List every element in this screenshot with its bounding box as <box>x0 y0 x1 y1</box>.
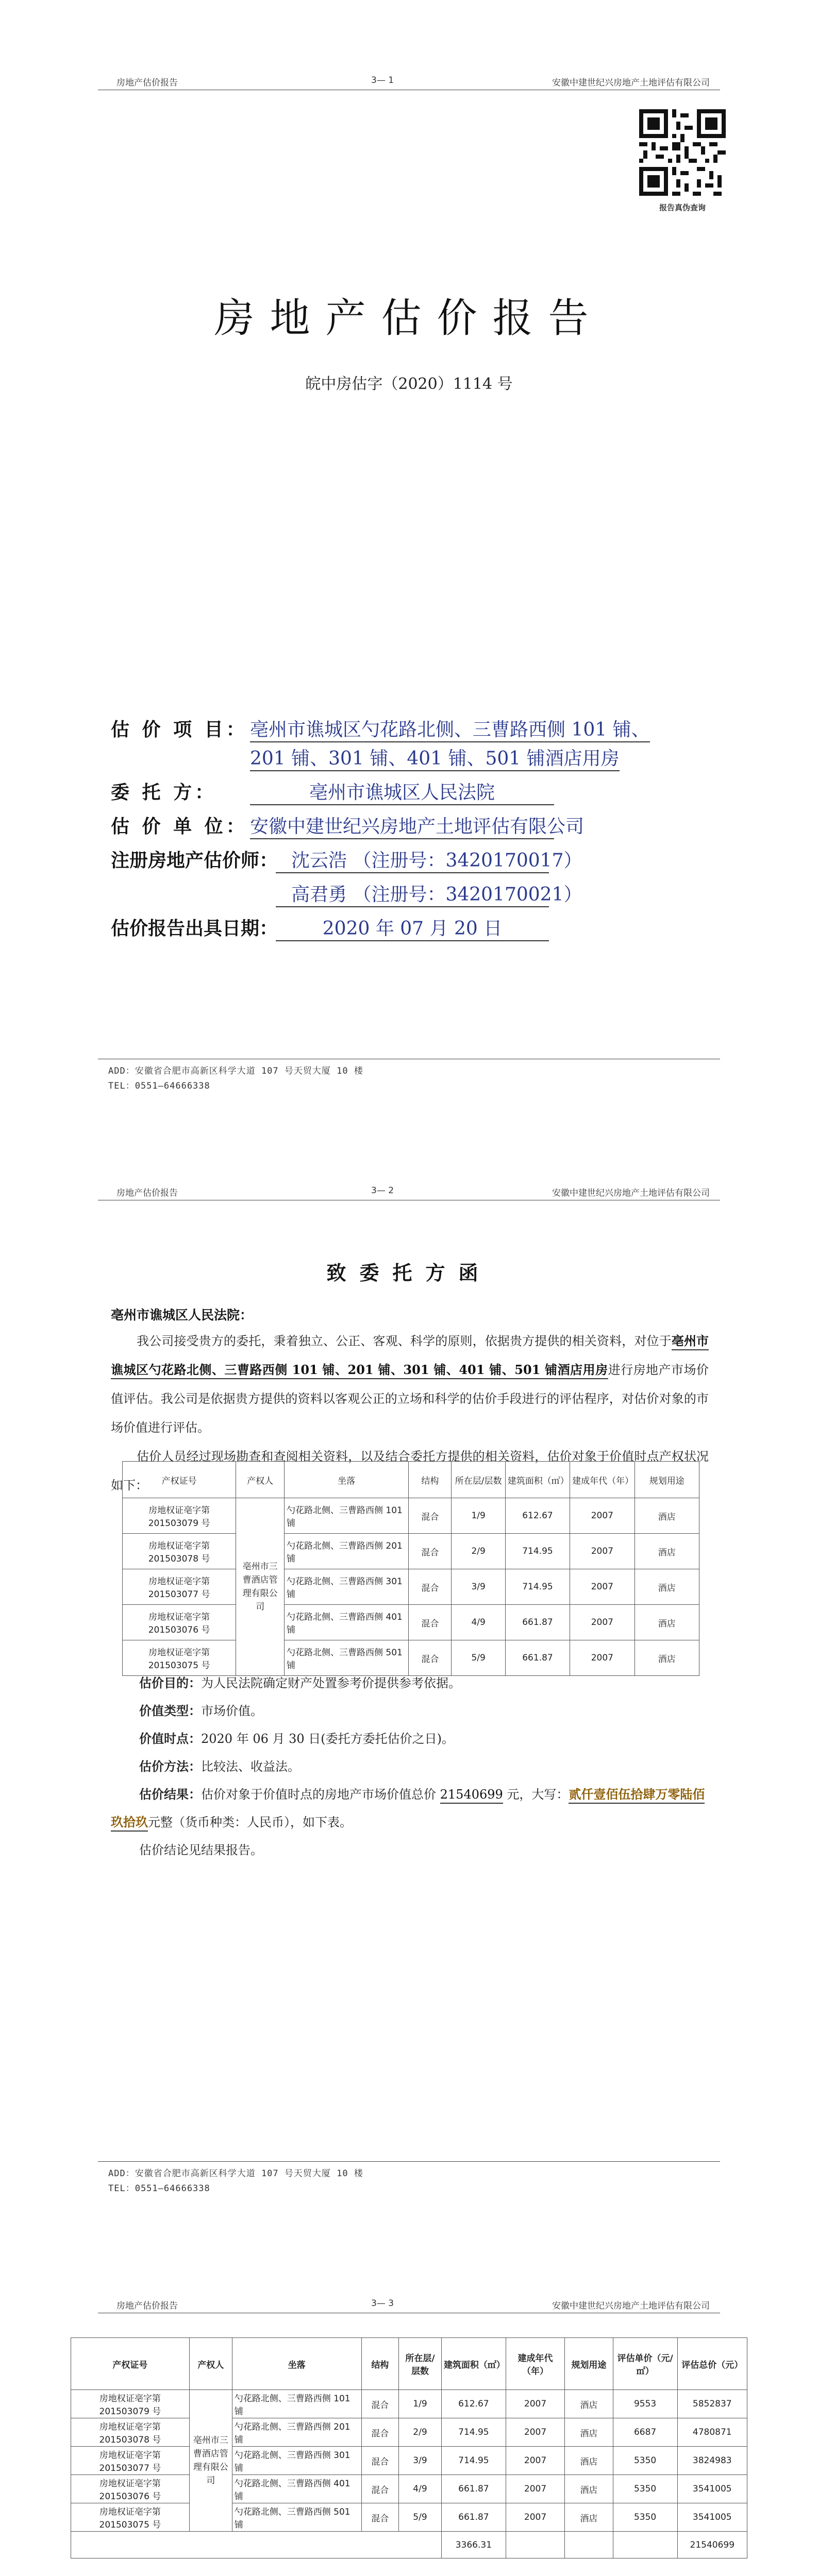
footer-address: ADD：安徽省合肥市高新区科学大道 107 号天贸大厦 10 楼 <box>108 2168 363 2179</box>
col-use: 规划用途 <box>635 1462 699 1498</box>
property-location: 亳州市谯城区勺花路北侧、三曹路西侧 101 铺、201 铺、301 铺、401 铺、501 铺酒店用房 <box>111 1333 709 1379</box>
purpose-line: 估价目的：为人民法院确定财产处置参考价提供参考依据。 <box>139 1675 461 1690</box>
col-year: 建成年代（年） <box>570 1462 635 1498</box>
letter-para-2: 估价人员经过现场勘查和查阅相关资料，以及结合委托方提供的相关资料，估价对象于价值时点产权状况如下： <box>111 1449 709 1493</box>
report-date: 2020 年 07 月 20 日 <box>276 914 549 941</box>
table-row: 房地权证亳字第 201503076 号 勺花路北侧、三曹路西侧 401 铺 混合 4/9 661.87 2007 酒店 <box>123 1605 699 1640</box>
col-year: 建成年代（年） <box>506 2338 564 2390</box>
col-total-price: 评估总价（元） <box>677 2338 747 2390</box>
page-header <box>98 72 720 90</box>
col-structure: 结构 <box>409 1462 452 1498</box>
table-row: 房地权证亳字第 201503077 号 勺花路北侧、三曹路西侧 301 铺 混合 3/9 714.95 2007 酒店 <box>123 1569 699 1605</box>
client-label: 委 托 方： <box>111 782 217 803</box>
table-row: 房地权证亳字第 201503075 号 勺花路北侧、三曹路西侧 501 铺 混合 5/9 661.87 2007 酒店 5350 3541005 <box>71 2503 747 2532</box>
method-line: 估价方法：比较法、收益法。 <box>139 1759 300 1774</box>
page-header <box>98 1182 720 1200</box>
document-number: 皖中房估字（2020）1114 号 <box>305 375 513 393</box>
cover-page <box>0 0 818 1110</box>
col-area: 建筑面积（㎡） <box>441 2338 506 2390</box>
col-floor: 所在层/层数 <box>452 1462 505 1498</box>
table-total-row <box>71 2532 747 2558</box>
header-company: 安徽中建世纪兴房地产土地评估有限公司 <box>552 2301 710 2311</box>
page-footer <box>98 1059 720 1095</box>
owner-cell: 亳州市三曹酒店管理有限公司 <box>189 2390 232 2532</box>
header-company: 安徽中建世纪兴房地产土地评估有限公司 <box>552 1188 710 1198</box>
col-structure: 结构 <box>361 2338 398 2390</box>
valuation-table <box>71 2337 747 2558</box>
result-line: 估价结果：估价对象于价值时点的房地产市场价值总价 21540699 元，大写：贰仟壹佰伍拾肆万零陆佰玖拾玖元整（货币种类：人民币），如下表。 <box>111 1781 711 1836</box>
valuer-label: 注册房地产估价师： <box>111 850 278 871</box>
appraiser-label: 估 价 单 位： <box>111 816 248 837</box>
project-line2: 201 铺、301 铺、401 铺、501 铺酒店用房 <box>250 748 620 771</box>
project-label: 估 价 项 目： <box>111 719 248 740</box>
closing-line: 估价结论见结果报告。 <box>139 1843 263 1857</box>
table-row: 房地权证亳字第 201503075 号 勺花路北侧、三曹路西侧 501 铺 混合 5/9 661.87 2007 酒店 <box>123 1640 699 1676</box>
col-floor: 所在层/层数 <box>399 2338 442 2390</box>
header-left: 房地产估价报告 <box>116 2301 178 2311</box>
qr-caption: 报告真伪查询 <box>659 203 706 212</box>
col-cert: 产权证号 <box>123 1462 236 1498</box>
type-line: 价值类型：市场价值。 <box>139 1703 263 1718</box>
report-title: 房地产估价报告 <box>214 295 604 342</box>
total-area: 3366.31 <box>441 2532 506 2558</box>
header-left: 房地产估价报告 <box>116 78 178 88</box>
footer-tel: TEL：0551—64666338 <box>108 1081 210 1091</box>
table-row: 房地权证亳字第 201503078 号 勺花路北侧、三曹路西侧 201 铺 混合 2/9 714.95 2007 酒店 <box>123 1534 699 1569</box>
client-name: 亳州市谯城区人民法院 <box>250 778 554 805</box>
table-row: 房地权证亳字第 201503079 号 亳州市三曹酒店管理有限公司 勺花路北侧、三曹路西侧 101 铺 混合 1/9 612.67 2007 酒店 <box>123 1498 699 1534</box>
valuer-2: 高君勇 （注册号：3420170021） <box>276 880 549 907</box>
col-unit-price: 评估单价（元/㎡） <box>613 2338 677 2390</box>
col-use: 规划用途 <box>565 2338 613 2390</box>
table-row: 房地权证亳字第 201503079 号 亳州市三曹酒店管理有限公司 勺花路北侧、三曹路西侧 101 铺 混合 1/9 612.67 2007 酒店 9553 5852837 <box>71 2390 747 2418</box>
cover-info <box>111 715 709 957</box>
table-row: 房地权证亳字第 201503076 号 勺花路北侧、三曹路西侧 401 铺 混合 4/9 661.87 2007 酒店 5350 3541005 <box>71 2475 747 2503</box>
header-page-number: 3— 2 <box>371 1185 394 1196</box>
owner-cell: 亳州市三曹酒店管理有限公司 <box>236 1498 285 1676</box>
footer-tel: TEL：0551—64666338 <box>108 2183 210 2194</box>
page-footer <box>98 2161 720 2198</box>
col-owner: 产权人 <box>236 1462 285 1498</box>
letter-summary <box>111 1669 711 1864</box>
table-header-row <box>123 1462 699 1498</box>
table-header-row <box>71 2338 747 2390</box>
header-company: 安徽中建世纪兴房地产土地评估有限公司 <box>552 78 710 88</box>
header-page-number: 3— 1 <box>371 75 394 86</box>
col-location: 坐落 <box>284 1462 408 1498</box>
appraiser-name: 安徽中建世纪兴房地产土地评估有限公司 <box>250 812 554 839</box>
col-location: 坐落 <box>232 2338 361 2390</box>
result-words: 贰仟壹佰伍拾肆万零陆佰玖拾玖 <box>111 1787 705 1832</box>
table-row: 房地权证亳字第 201503078 号 勺花路北侧、三曹路西侧 201 铺 混合 2/9 714.95 2007 酒店 6687 4780871 <box>71 2418 747 2447</box>
page-header <box>98 2295 720 2313</box>
letter-title: 致委托方函 <box>326 1261 492 1284</box>
header-page-number: 3— 3 <box>371 2298 394 2309</box>
table-row: 房地权证亳字第 201503077 号 勺花路北侧、三曹路西侧 301 铺 混合 3/9 714.95 2007 酒店 5350 3824983 <box>71 2447 747 2475</box>
time-line: 价值时点：2020 年 06 月 30 日(委托方委托估价之日)。 <box>139 1731 455 1746</box>
letter-addressee: 亳州市谯城区人民法院： <box>111 1308 253 1323</box>
valuer-1: 沈云浩 （注册号：3420170017） <box>276 846 549 873</box>
col-area: 建筑面积（㎡） <box>505 1462 570 1498</box>
header-left: 房地产估价报告 <box>116 1188 178 1198</box>
qr-code[interactable] <box>639 109 726 196</box>
property-table <box>122 1461 699 1676</box>
footer-address: ADD：安徽省合肥市高新区科学大道 107 号天贸大厦 10 楼 <box>108 1066 363 1076</box>
result-total: 21540699 <box>440 1787 503 1804</box>
col-cert: 产权证号 <box>71 2338 190 2390</box>
letter-para-1: 我公司接受贵方的委托，秉着独立、公正、客观、科学的原则，依据贵方提供的相关资料，对位于亳州市谯城区勺花路北侧、三曹路西侧 101 铺、201 铺、301 铺、401 铺、501 铺酒店用房进行房地产市场价值评估。我公司是依据贵方提供的资料以客观公正的立场和科学的估价手段进行的评估程序，对估价对象的市场价值进行评估。 <box>111 1333 709 1435</box>
date-label: 估价报告出具日期： <box>111 918 278 939</box>
project-line1: 亳州市谯城区勺花路北侧、三曹路西侧 101 铺、 <box>250 719 650 742</box>
grand-total: 21540699 <box>677 2532 747 2558</box>
col-owner: 产权人 <box>189 2338 232 2390</box>
